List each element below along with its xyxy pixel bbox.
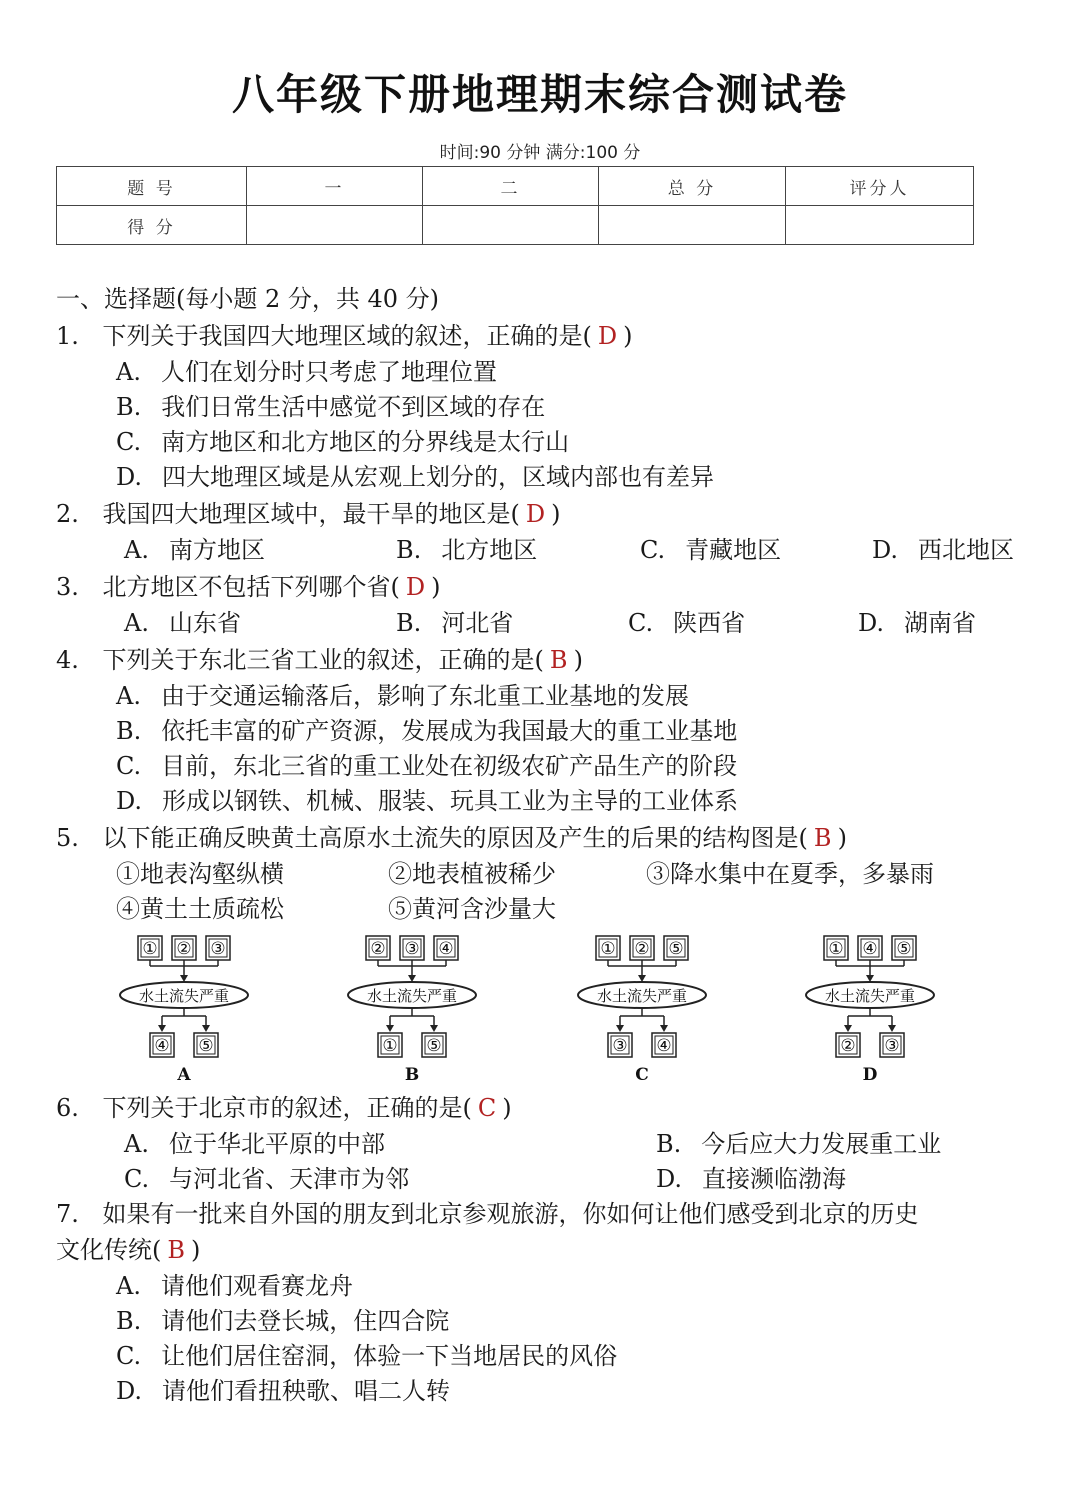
diagram-d-center-label: 水土流失严重 xyxy=(824,987,916,1005)
question-stem: 北方地区不包括下列哪个省( xyxy=(102,573,400,601)
option-text: 由于交通运输落后，影响了东北重工业基地的发展 xyxy=(160,682,689,710)
diagram-a-center-label: 水土流失严重 xyxy=(138,987,230,1005)
option-6d xyxy=(656,1164,846,1194)
diagram-c-cause-1-label: ① xyxy=(600,939,616,959)
question-number: 1. xyxy=(56,322,79,350)
option-2d xyxy=(872,535,1014,565)
option-letter: B. xyxy=(116,393,142,421)
option-text: 让他们居住窑洞，体验一下当地居民的风俗 xyxy=(161,1342,618,1370)
diagram-d-option-label: D xyxy=(862,1065,878,1085)
question-1 xyxy=(56,321,633,351)
score-header-cell: 一 xyxy=(247,167,423,206)
option-1a xyxy=(116,357,497,387)
diagram-b-down-arrow-arrowhead xyxy=(408,975,416,982)
diagram-b-right-arrow-arrowhead xyxy=(430,1025,438,1032)
question-7-cont xyxy=(56,1235,200,1265)
option-2a xyxy=(124,535,265,565)
option-7d xyxy=(116,1376,450,1406)
diagram-d-effect-1-label: ② xyxy=(840,1036,856,1056)
option-7c xyxy=(116,1341,617,1371)
diagram-b-cause-2-label: ③ xyxy=(404,939,420,959)
option-text: 请他们看扭秧歌、唱二人转 xyxy=(162,1377,451,1405)
question-close: ) xyxy=(573,646,583,674)
diagram-b-left-arrow-arrowhead xyxy=(386,1025,394,1032)
diagram-d-cause-2-label: ④ xyxy=(862,939,878,959)
option-text: 今后应大力发展重工业 xyxy=(701,1130,942,1158)
question-stem: 下列关于北京市的叙述，正确的是( xyxy=(102,1094,472,1122)
diagram-d-effect-2-label: ③ xyxy=(884,1036,900,1056)
score-row-label: 得 分 xyxy=(57,206,247,245)
option-7b xyxy=(116,1306,449,1336)
diagram-b-center-label: 水土流失严重 xyxy=(366,987,458,1005)
option-letter: B. xyxy=(396,609,422,637)
option-6c xyxy=(124,1164,409,1194)
option-2c xyxy=(640,535,781,565)
score-cell-section1 xyxy=(247,206,423,245)
option-text: 南方地区 xyxy=(168,536,265,564)
structure-diagrams-svg xyxy=(100,928,1040,1090)
question-2 xyxy=(56,499,561,529)
option-text: 陕西省 xyxy=(673,609,746,637)
option-1c xyxy=(116,427,569,457)
option-letter: B. xyxy=(656,1130,682,1158)
option-text: 青藏地区 xyxy=(685,536,782,564)
option-4d xyxy=(116,786,738,816)
question-7 xyxy=(56,1199,919,1229)
question-stem: 下列关于我国四大地理区域的叙述，正确的是( xyxy=(102,322,592,350)
score-table-header-row xyxy=(57,167,974,206)
question-close: ) xyxy=(837,824,847,852)
question-number: 3. xyxy=(56,573,79,601)
diagram-c-effect-1-label: ③ xyxy=(612,1036,628,1056)
diagram-a-effect-1-label: ④ xyxy=(154,1036,170,1056)
diagram-b-cause-3-label: ④ xyxy=(438,939,454,959)
option-letter: A. xyxy=(116,1272,141,1300)
diagram-c-center-label: 水土流失严重 xyxy=(596,987,688,1005)
option-3c xyxy=(628,608,745,638)
option-letter: D. xyxy=(116,787,143,815)
option-6b xyxy=(656,1129,941,1159)
question-stem: 下列关于东北三省工业的叙述，正确的是( xyxy=(102,646,544,674)
question-answer: C xyxy=(477,1094,497,1122)
score-header-cell: 二 xyxy=(423,167,599,206)
question-close: ) xyxy=(191,1236,201,1264)
option-text: 直接濒临渤海 xyxy=(702,1165,847,1193)
option-text: 河北省 xyxy=(441,609,514,637)
option-letter: C. xyxy=(640,536,666,564)
structure-diagrams xyxy=(100,928,1040,1090)
diagram-c-left-arrow-arrowhead xyxy=(616,1025,624,1032)
diagram-a-cause-2-label: ② xyxy=(176,939,192,959)
diagram-a-option-label: A xyxy=(177,1065,191,1085)
option-3d xyxy=(858,608,976,638)
option-letter: B. xyxy=(396,536,422,564)
question-3 xyxy=(56,572,441,602)
option-text: 目前，东北三省的重工业处在初级农矿产品生产的阶段 xyxy=(161,752,738,780)
diagram-a-right-arrow-arrowhead xyxy=(202,1025,210,1032)
exam-time-info: 时间:90 分钟 满分:100 分 xyxy=(439,143,641,163)
question-6 xyxy=(56,1093,512,1123)
diagram-a-down-arrow-arrowhead xyxy=(180,975,188,982)
option-1b xyxy=(116,392,545,422)
score-table-score-row xyxy=(57,206,974,245)
option-text: 北方地区 xyxy=(441,536,538,564)
option-text: 依托丰富的矿产资源，发展成为我国最大的重工业基地 xyxy=(161,717,738,745)
score-header-cell: 题 号 xyxy=(57,167,247,206)
question-answer: B xyxy=(549,646,568,674)
option-4a xyxy=(116,681,689,711)
option-text: 山东省 xyxy=(168,609,241,637)
diagram-d-cause-3-label: ⑤ xyxy=(896,939,912,959)
option-letter: B. xyxy=(116,1307,142,1335)
diagram-d-right-arrow-arrowhead xyxy=(888,1025,896,1032)
option-letter: C. xyxy=(628,609,654,637)
question-answer: B xyxy=(813,824,832,852)
diagram-b-cause-1-label: ② xyxy=(370,939,386,959)
diagram-c-option-label: C xyxy=(635,1065,649,1085)
score-cell-grader xyxy=(786,206,974,245)
option-letter: B. xyxy=(116,717,142,745)
question-answer: D xyxy=(525,500,546,528)
diagram-b-effect-1-label: ① xyxy=(382,1036,398,1056)
option-3a xyxy=(124,608,241,638)
option-text: 与河北省、天津市为邻 xyxy=(169,1165,410,1193)
option-letter: A. xyxy=(124,536,149,564)
option-text: 四大地理区域是从宏观上划分的，区域内部也有差异 xyxy=(162,463,715,491)
score-cell-total xyxy=(599,206,786,245)
question-5 xyxy=(56,823,847,853)
option-letter: A. xyxy=(116,682,141,710)
diagram-c-down-arrow-arrowhead xyxy=(638,975,646,982)
diagram-a-cause-3-label: ③ xyxy=(210,939,226,959)
question-close: ) xyxy=(551,500,561,528)
option-7a xyxy=(116,1271,353,1301)
diagram-c-cause-2-label: ② xyxy=(634,939,650,959)
factor-item: ①地表沟壑纵横 xyxy=(116,860,284,888)
score-table xyxy=(56,166,974,245)
diagram-b-option-label: B xyxy=(404,1065,420,1085)
option-6a xyxy=(124,1129,385,1159)
question-stem-cont: 文化传统( xyxy=(56,1236,162,1264)
diagram-b-effect-2-label: ⑤ xyxy=(426,1036,442,1056)
question-number: 6. xyxy=(56,1094,79,1122)
option-letter: D. xyxy=(656,1165,683,1193)
option-letter: D. xyxy=(858,609,885,637)
question-close: ) xyxy=(431,573,441,601)
question-number: 7. xyxy=(56,1200,79,1228)
diagram-d-cause-1-label: ① xyxy=(828,939,844,959)
option-letter: D. xyxy=(872,536,899,564)
option-letter: C. xyxy=(116,752,142,780)
diagram-c-cause-3-label: ⑤ xyxy=(668,939,684,959)
question-stem: 如果有一批来自外国的朋友到北京参观旅游，你如何让他们感受到北京的历史 xyxy=(102,1200,919,1228)
option-text: 位于华北平原的中部 xyxy=(168,1130,385,1158)
question-number: 5. xyxy=(56,824,79,852)
score-header-cell: 评分人 xyxy=(786,167,974,206)
score-header-cell: 总 分 xyxy=(599,167,786,206)
question-4 xyxy=(56,645,583,675)
diagram-c-effect-2-label: ④ xyxy=(656,1036,672,1056)
score-cell-section2 xyxy=(423,206,599,245)
question-close: ) xyxy=(623,322,633,350)
option-letter: A. xyxy=(124,1130,149,1158)
diagram-c-right-arrow-arrowhead xyxy=(660,1025,668,1032)
option-text: 形成以钢铁、机械、服装、玩具工业为主导的工业体系 xyxy=(162,787,739,815)
factor-item: ⑤黄河含沙量大 xyxy=(388,895,556,923)
section-heading: 一、选择题(每小题 2 分，共 40 分) xyxy=(56,285,440,313)
option-letter: D. xyxy=(116,463,143,491)
option-letter: C. xyxy=(124,1165,150,1193)
option-text: 南方地区和北方地区的分界线是太行山 xyxy=(161,428,570,456)
question-number: 2. xyxy=(56,500,79,528)
option-text: 西北地区 xyxy=(918,536,1015,564)
option-letter: C. xyxy=(116,1342,142,1370)
question-answer: B xyxy=(167,1236,186,1264)
question-answer: D xyxy=(405,573,426,601)
option-text: 湖南省 xyxy=(904,609,977,637)
option-text: 人们在划分时只考虑了地理位置 xyxy=(160,358,497,386)
option-4b xyxy=(116,716,737,746)
question-number: 4. xyxy=(56,646,79,674)
option-1d xyxy=(116,462,714,492)
question-close: ) xyxy=(502,1094,512,1122)
page-title: 八年级下册地理期末综合测试卷 xyxy=(231,70,848,119)
diagram-d-down-arrow-arrowhead xyxy=(866,975,874,982)
question-stem: 以下能正确反映黄土高原水土流失的原因及产生的后果的结构图是( xyxy=(102,824,808,852)
option-3b xyxy=(396,608,513,638)
option-letter: C. xyxy=(116,428,142,456)
factor-item: ③降水集中在夏季，多暴雨 xyxy=(646,860,934,888)
option-text: 我们日常生活中感觉不到区域的存在 xyxy=(161,393,546,421)
question-stem: 我国四大地理区域中，最干旱的地区是( xyxy=(102,500,520,528)
option-letter: D. xyxy=(116,1377,143,1405)
diagram-d-left-arrow-arrowhead xyxy=(844,1025,852,1032)
question-answer: D xyxy=(597,322,618,350)
option-4c xyxy=(116,751,737,781)
option-2b xyxy=(396,535,537,565)
diagram-a-left-arrow-arrowhead xyxy=(158,1025,166,1032)
option-text: 请他们观看赛龙舟 xyxy=(160,1272,353,1300)
diagram-a-cause-1-label: ① xyxy=(142,939,158,959)
factor-item: ②地表植被稀少 xyxy=(388,860,556,888)
option-letter: A. xyxy=(124,609,149,637)
option-text: 请他们去登长城，住四合院 xyxy=(161,1307,450,1335)
diagram-a-effect-2-label: ⑤ xyxy=(198,1036,214,1056)
option-letter: A. xyxy=(116,358,141,386)
factor-item: ④黄土土质疏松 xyxy=(116,895,284,923)
